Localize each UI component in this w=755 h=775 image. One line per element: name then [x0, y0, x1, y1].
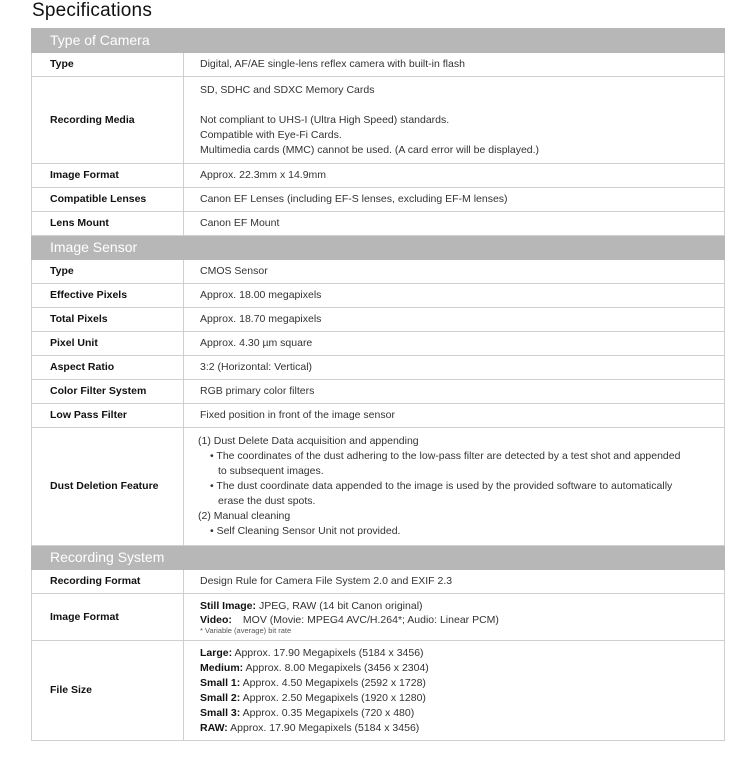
spec-row-low-pass-filter: [32, 404, 725, 428]
bit-rate-note: * Variable (average) bit rate: [200, 625, 292, 635]
value-line: Not compliant to UHS-I (Ultra High Speed) standards.: [200, 113, 450, 126]
value-line: • Self Cleaning Sensor Unit not provided.: [210, 525, 401, 537]
spec-row-recording-image-format: [32, 594, 725, 641]
file-size-name: Medium:: [200, 661, 244, 674]
section-heading: Type of Camera: [32, 29, 725, 53]
section-header-image-sensor: [32, 236, 725, 260]
spec-value: 3:2 (Horizontal: Vertical): [184, 356, 725, 380]
spec-row-sensor-type: [32, 260, 725, 284]
spec-label: Low Pass Filter: [32, 404, 184, 428]
spec-value: Fixed position in front of the image sensor: [184, 404, 725, 428]
file-size-name: RAW:: [200, 721, 228, 734]
value-line: • The dust coordinate data appended to the image is used by the provided software to automatically: [210, 480, 673, 492]
section-heading: Recording System: [32, 546, 725, 570]
spec-label: Color Filter System: [32, 380, 184, 404]
spec-label: Dust Deletion Feature: [32, 428, 184, 546]
value-line: erase the dust spots.: [218, 495, 316, 507]
spec-row-total-pixels: [32, 308, 725, 332]
spec-value: RGB primary color filters: [184, 380, 725, 404]
spec-value: [184, 77, 725, 164]
spec-label: Recording Format: [32, 570, 184, 594]
spec-row-recording-format: [32, 570, 725, 594]
file-size-item: [200, 661, 716, 676]
spec-label: Recording Media: [32, 77, 184, 164]
file-size-name: Small 2:: [200, 691, 241, 704]
spec-label: Image Format: [32, 594, 184, 641]
value-line: • The coordinates of the dust adhering to the low-pass filter are detected by a test shot and appended: [210, 450, 681, 462]
value-line: to subsequent images.: [218, 465, 324, 477]
file-size-value: Approx. 8.00 Megapixels (3456 x 2304): [245, 661, 429, 674]
spec-value: Approx. 18.00 megapixels: [184, 284, 725, 308]
spec-row-lens-mount: [32, 212, 725, 236]
spec-label: Lens Mount: [32, 212, 184, 236]
specifications-table: [31, 28, 725, 741]
value-line: [200, 599, 716, 614]
file-size-item: [200, 706, 716, 721]
file-size-value: Approx. 17.90 Megapixels (5184 x 3456): [230, 721, 420, 734]
section-header-type-of-camera: [32, 29, 725, 53]
spec-label: Effective Pixels: [32, 284, 184, 308]
value-line: Compatible with Eye-Fi Cards.: [200, 128, 342, 141]
spec-row-dust-deletion: [32, 428, 725, 546]
spec-value: Canon EF Lenses (including EF-S lenses, excluding EF-M lenses): [184, 188, 725, 212]
spec-value: Approx. 18.70 megapixels: [184, 308, 725, 332]
spec-label: Total Pixels: [32, 308, 184, 332]
spec-row-effective-pixels: [32, 284, 725, 308]
still-image-label: Still Image:: [200, 599, 257, 612]
file-size-name: Small 3:: [200, 706, 241, 719]
spec-label: Aspect Ratio: [32, 356, 184, 380]
spec-value: CMOS Sensor: [184, 260, 725, 284]
value-line: SD, SDHC and SDXC Memory Cards: [200, 83, 375, 96]
file-size-name: Small 1:: [200, 676, 241, 689]
value-line: (1) Dust Delete Data acquisition and appending: [198, 435, 419, 447]
file-size-item: [200, 676, 716, 691]
spec-label: Pixel Unit: [32, 332, 184, 356]
spec-value: Approx. 22.3mm x 14.9mm: [184, 164, 725, 188]
spec-value: Approx. 4.30 µm square: [184, 332, 725, 356]
spec-row-color-filter: [32, 380, 725, 404]
video-value: MOV (Movie: MPEG4 AVC/H.264*; Audio: Linear PCM): [242, 613, 499, 626]
spec-row-type: [32, 53, 725, 77]
spec-label: Type: [32, 53, 184, 77]
file-size-value: Approx. 2.50 Megapixels (1920 x 1280): [242, 691, 426, 704]
spec-row-image-format: [32, 164, 725, 188]
page-title: Specifications: [32, 0, 153, 21]
spec-value: Canon EF Mount: [184, 212, 725, 236]
spec-label: Compatible Lenses: [32, 188, 184, 212]
value-line: (2) Manual cleaning: [198, 510, 291, 522]
spec-label: Type: [32, 260, 184, 284]
spec-label: File Size: [32, 641, 184, 741]
spec-value: Design Rule for Camera File System 2.0 and EXIF 2.3: [184, 570, 725, 594]
value-line: [200, 614, 716, 626]
spec-label: Image Format: [32, 164, 184, 188]
spec-row-pixel-unit: [32, 332, 725, 356]
section-heading: Image Sensor: [32, 236, 725, 260]
spec-value: Digital, AF/AE single-lens reflex camera with built-in flash: [184, 53, 725, 77]
spec-value: [184, 594, 725, 641]
spec-row-compatible-lenses: [32, 188, 725, 212]
file-size-value: Approx. 17.90 Megapixels (5184 x 3456): [234, 646, 424, 659]
spec-value: [184, 428, 725, 546]
file-size-item: [200, 721, 716, 736]
video-label: Video:: [200, 613, 232, 626]
spec-row-file-size: [32, 641, 725, 741]
file-size-name: Large:: [200, 646, 233, 659]
section-header-recording-system: [32, 546, 725, 570]
spec-row-recording-media: [32, 77, 725, 164]
value-line: Multimedia cards (MMC) cannot be used. (A card error will be displayed.): [200, 143, 540, 156]
file-size-item: [200, 646, 716, 661]
spec-value: [184, 641, 725, 741]
still-image-value: JPEG, RAW (14 bit Canon original): [258, 599, 423, 612]
file-size-item: [200, 691, 716, 706]
file-size-value: Approx. 0.35 Megapixels (720 x 480): [242, 706, 415, 719]
file-size-value: Approx. 4.50 Megapixels (2592 x 1728): [242, 676, 426, 689]
spec-row-aspect-ratio: [32, 356, 725, 380]
